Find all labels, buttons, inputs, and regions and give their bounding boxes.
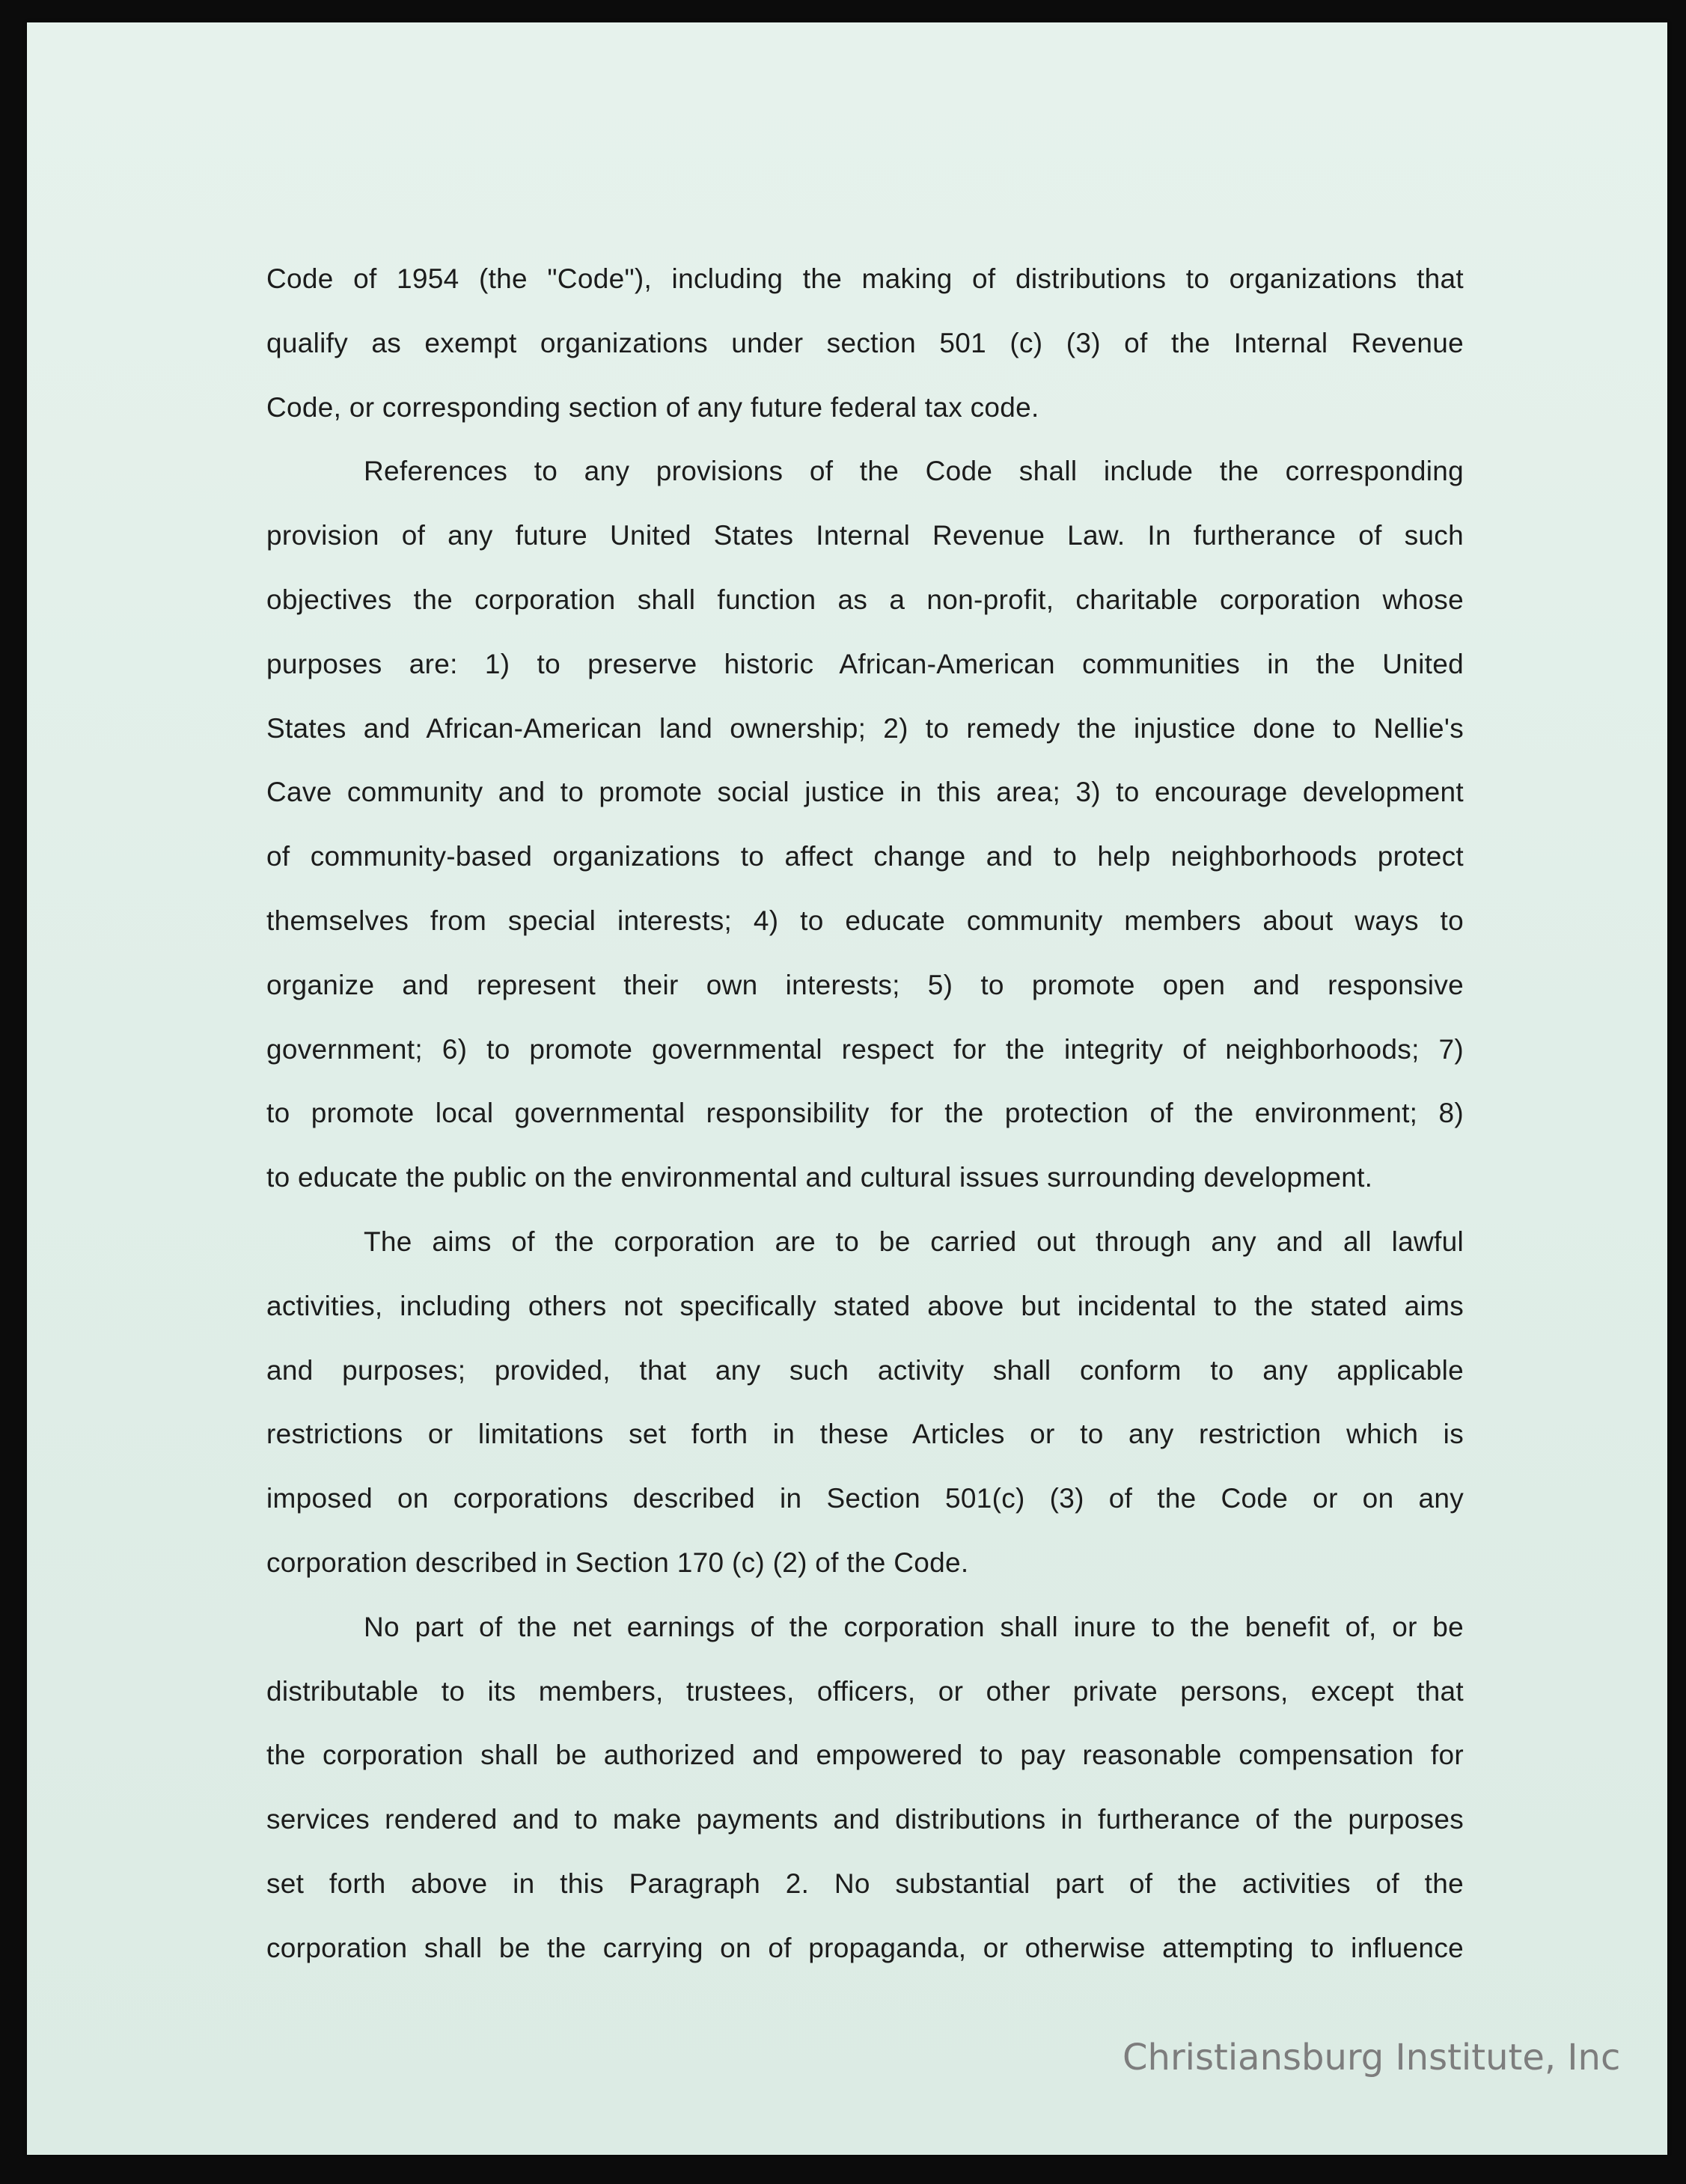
text-line: services rendered and to make payments and distributions in furtherance of the purposes [266, 1804, 1464, 1835]
text-line: of community-based organizations to affect change and to help neighborhoods protect [266, 841, 1464, 872]
text-line: distributable to its members, trustees, officers, or other private persons, except that [266, 1675, 1464, 1707]
text-line: Code of 1954 (the "Code"), including the making of distributions to organizations that [266, 263, 1464, 294]
text-line: No part of the net earnings of the corporation shall inure to the benefit of, or be [364, 1611, 1464, 1642]
text-line: activities, including others not specifically stated above but incidental to the stated aims [266, 1290, 1464, 1321]
text-line: corporation described in Section 170 (c) (2) of the Code. [266, 1547, 969, 1578]
text-line: qualify as exempt organizations under section 501 (c) (3) of the Internal Revenue [266, 327, 1464, 358]
document-body [266, 247, 1464, 1980]
text-line: References to any provisions of the Code shall include the corresponding [364, 456, 1464, 487]
text-line: and purposes; provided, that any such activity shall conform to any applicable [266, 1354, 1464, 1386]
text-line: restrictions or limitations set forth in these Articles or to any restriction which is [266, 1419, 1464, 1450]
text-line: imposed on corporations described in Section 501(c) (3) of the Code or on any [266, 1483, 1464, 1514]
text-line: government; 6) to promote governmental respect for the integrity of neighborhoods; 7) [266, 1033, 1464, 1065]
text-line: organize and represent their own interests; 5) to promote open and responsive [266, 969, 1464, 1000]
text-line: set forth above in this Paragraph 2. No substantial part of the activities of the [266, 1868, 1464, 1899]
text-line: States and African-American land ownership; 2) to remedy the injustice done to Nellie's [266, 712, 1464, 744]
text-line: purposes are: 1) to preserve historic African-American communities in the United [266, 648, 1464, 679]
text-line: The aims of the corporation are to be carried out through any and all lawful [364, 1226, 1464, 1257]
text-line: provision of any future United States Internal Revenue Law. In furtherance of such [266, 520, 1464, 551]
watermark: Christiansburg Institute, Inc [1123, 2037, 1621, 2079]
text-line: to promote local governmental responsibility for the protection of the environment; 8) [266, 1098, 1464, 1129]
text-line: Code, or corresponding section of any future federal tax code. [266, 391, 1039, 423]
text-line: the corporation shall be authorized and empowered to pay reasonable compensation for [266, 1740, 1464, 1771]
text-line: corporation shall be the carrying on of propaganda, or otherwise attempting to influence [266, 1932, 1464, 1963]
text-line: themselves from special interests; 4) to educate community members about ways to [266, 905, 1464, 936]
document-page [27, 22, 1667, 2155]
text-line: Cave community and to promote social justice in this area; 3) to encourage development [266, 777, 1464, 808]
text-line: objectives the corporation shall function as a non-profit, charitable corporation whose [266, 584, 1464, 615]
text-line: to educate the public on the environmental and cultural issues surrounding development. [266, 1162, 1373, 1193]
